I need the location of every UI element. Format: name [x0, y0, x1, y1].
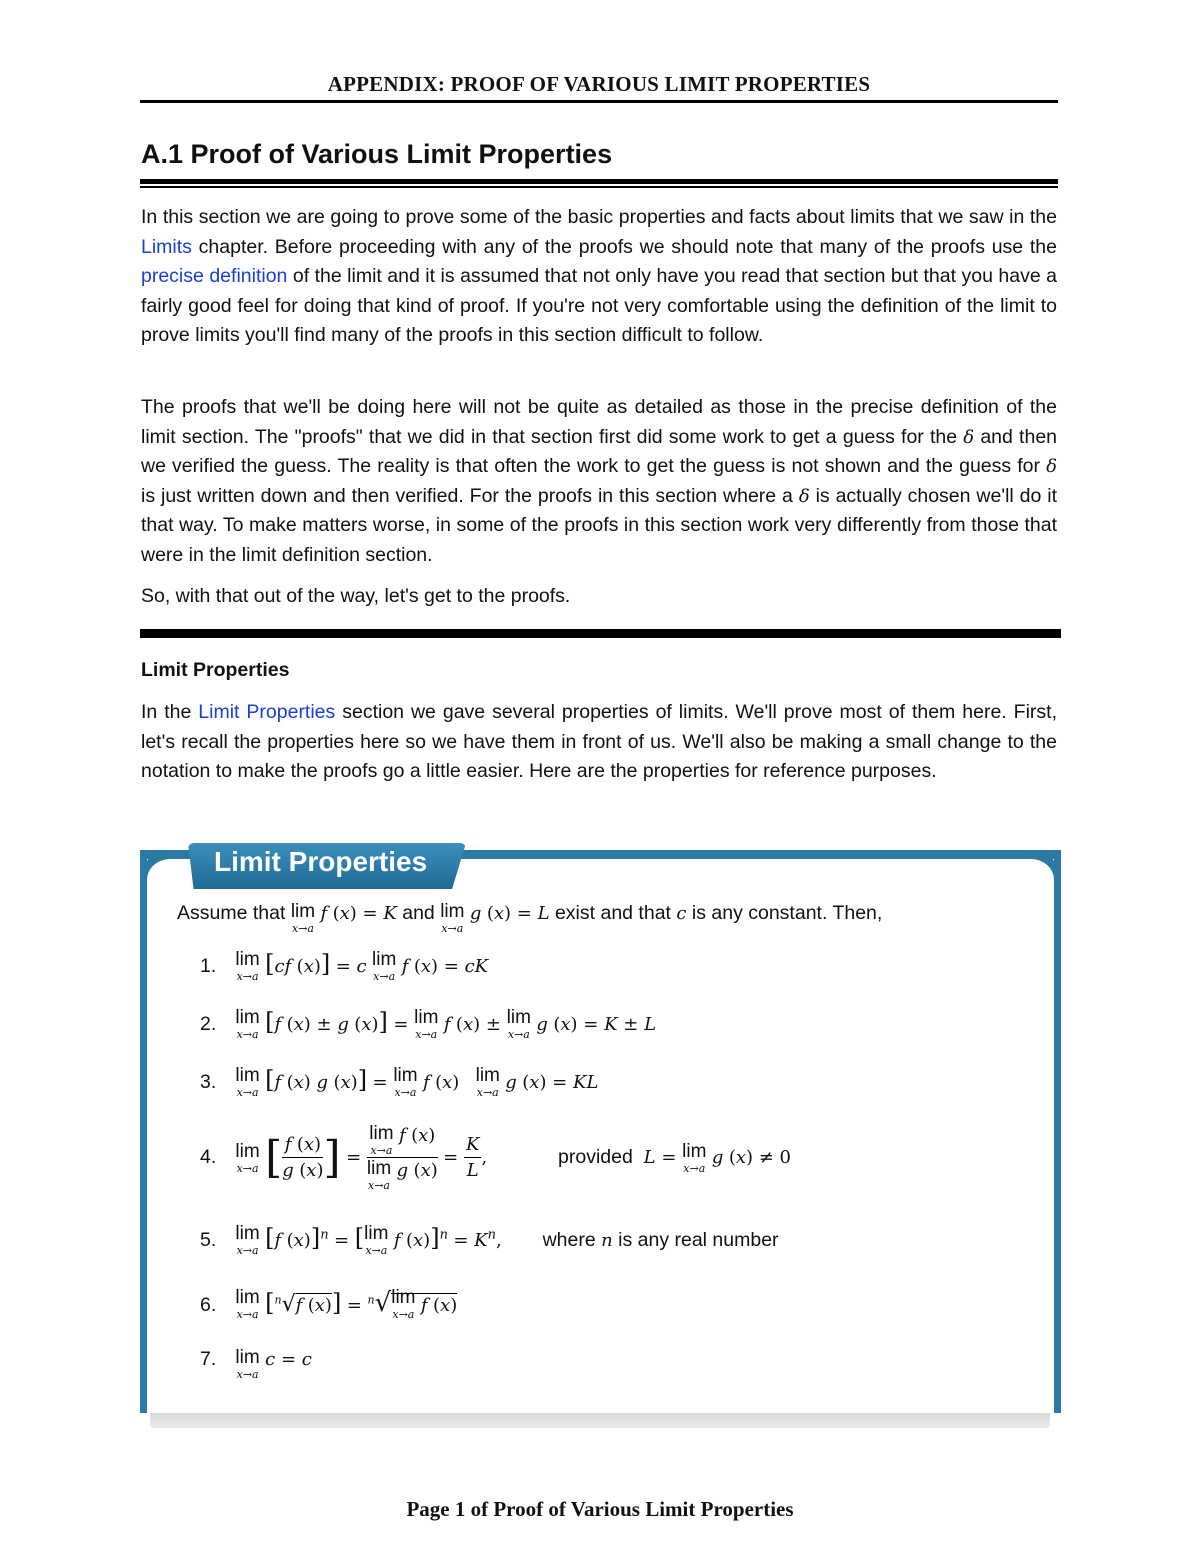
box-tab-label: Limit Properties	[214, 846, 428, 877]
section-divider	[140, 629, 1061, 638]
property-4: 4. lim x→a [ $\frac{f (x)}{g (x)}$ ] = lim x→a f (x) lim x→a g (x) = $\frac{K}{L}$ , provided L = lim x→a g (x) ≠ 0	[200, 1123, 791, 1192]
section-title: A.1 Proof of Various Limit Properties	[141, 139, 613, 169]
property-3: 3. lim x→a [f (x) g (x)] = lim x→a f (x) lim x→a g (x) = KL	[200, 1065, 599, 1099]
limit-properties-heading: Limit Properties	[141, 659, 290, 681]
property-1: 1. lim x→a [cf (x)] = c lim x→a f (x) = cK	[200, 949, 489, 983]
limits-chapter-link[interactable]: Limits	[141, 235, 192, 258]
limit-properties-paragraph: In the Limit Properties section we gave several properties of limits. We'll prove most of them here. First, let's recall the properties here so we have them in front of us. We'll also be making a small change to the notation to make the proofs go a little easier. Here are the properties for reference purposes.	[141, 701, 1057, 782]
running-header: APPENDIX: PROOF OF VARIOUS LIMIT PROPERTIES	[327, 72, 871, 96]
box-border-top	[440, 850, 1061, 859]
intro-paragraph-2: The proofs that we'll be doing here will not be quite as detailed as those in the precise definition of the limit section. The "proofs" that we did in that section first did some work to get a guess for the δ and then we verified the guess. The reality is that often the work to get the guess is not shown and the guess for δ is just written down and then verified. For the proofs in this section where a δ is actually chosen we'll do it that way. To make matters worse, in some of the proofs in this section work very differently from those that were in the limit definition section.	[141, 396, 1058, 566]
title-rule	[140, 179, 1058, 184]
header-rule	[140, 100, 1058, 103]
page-footer: Page 1 of Proof of Various Limit Properties	[406, 1497, 794, 1521]
property-6: 6. lim x→a [$^n$√f (x)] = $^n$√ lim x→a f (x)	[200, 1287, 458, 1321]
intro-paragraph-3: So, with that out of the way, let's get to the proofs.	[141, 585, 571, 607]
intro-paragraph-1: In this section we are going to prove some of the basic properties and facts about limits that we saw in the Limits chapter. Before proceeding with any of the proofs we should note that many of the proofs use the precise definition of the limit and it is assumed that not only have you read that section but that you have a fairly good feel for doing that kind of proof. If you're not very comfortable using the definition of the limit to prove limits you'll find many of the proofs in this section difficult to follow.	[141, 206, 1057, 346]
property-2: 2. lim x→a [f (x) ± g (x)] = lim x→a f (x) ± lim x→a g (x) = K ± L	[200, 1007, 657, 1041]
property-5: 5. lim x→a [f (x)]$^n$ = [ lim x→a f $(x)]^n = K^n$, where n is any real number	[200, 1223, 779, 1257]
precise-definition-link[interactable]: precise definition	[141, 265, 288, 287]
limit-properties-link[interactable]: Limit Properties	[198, 701, 336, 723]
property-7: 7. lim x→a c = c	[200, 1347, 312, 1381]
box-assumption: Assume that lim x→a f (x) = K and lim x→a g (x) = L exist and that c is any constant. Then,	[177, 901, 883, 935]
title-rule-thin	[140, 186, 1058, 188]
